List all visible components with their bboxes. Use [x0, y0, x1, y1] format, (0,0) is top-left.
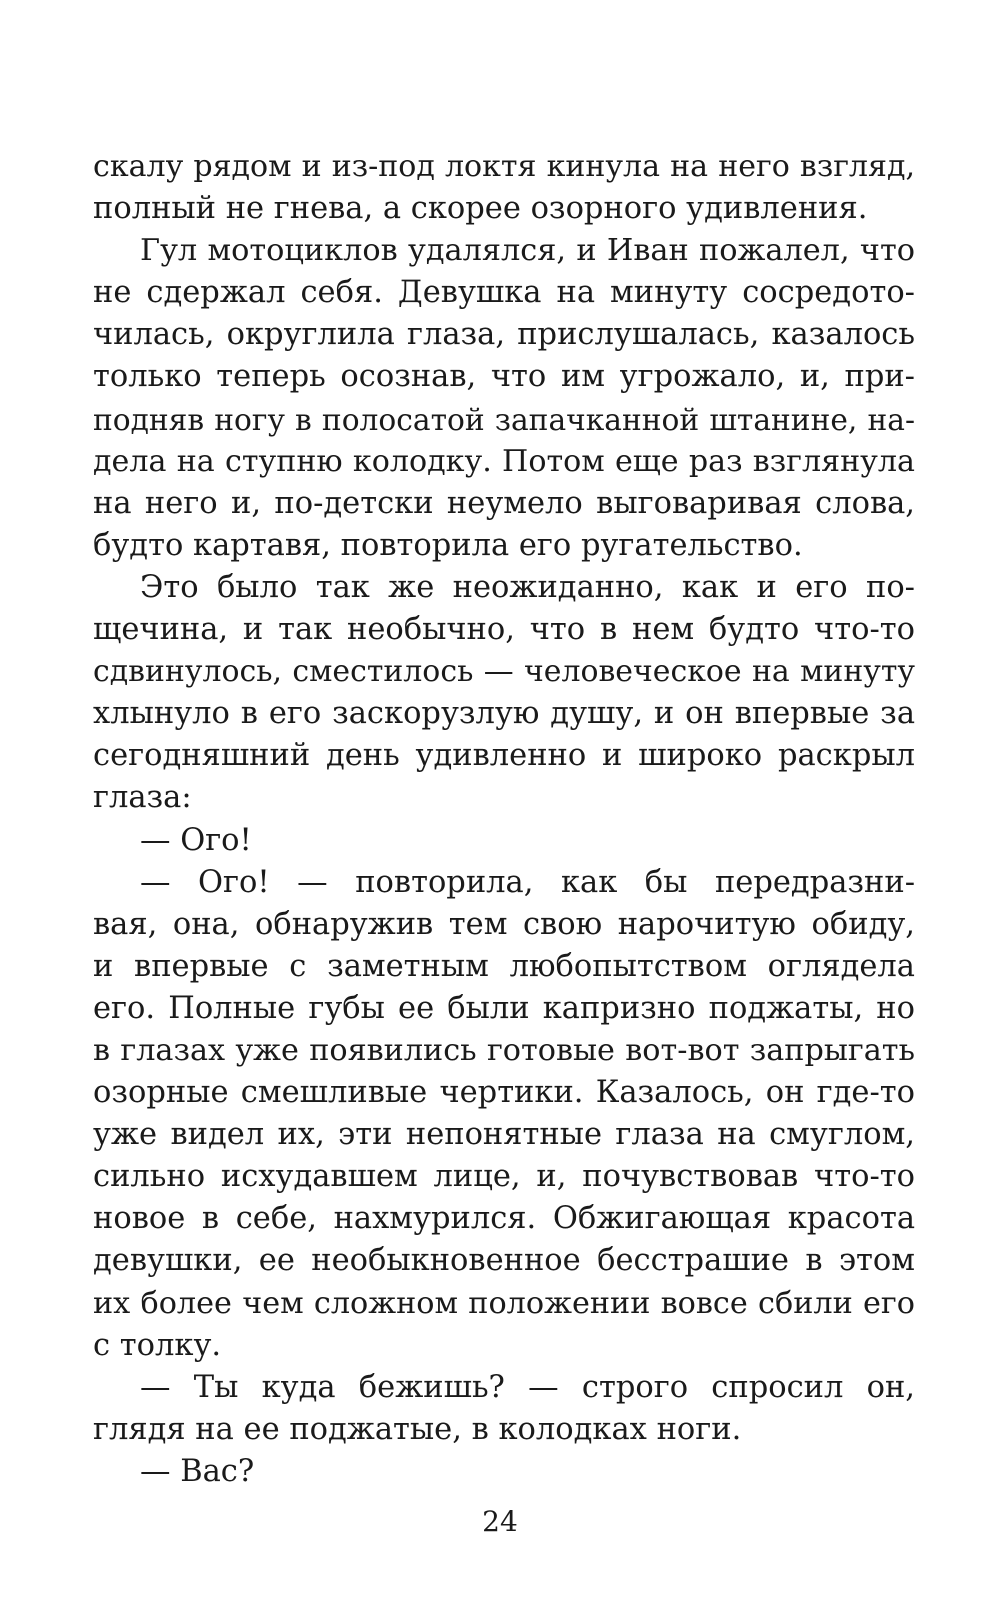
- text-line: глядя на ее поджатые, в колодках ноги.: [93, 1411, 742, 1447]
- text-line: — Вас?: [140, 1453, 255, 1489]
- text-line: озорные смешливые чертики. Казалось, он где-то: [93, 1075, 915, 1111]
- body-text: [93, 146, 915, 1493]
- text-line: сдвинулось, сместилось — человеческое на минуту: [93, 654, 915, 690]
- text-line: подняв ногу в полосатой запачканной штанине, на-: [93, 401, 915, 437]
- text-line: Гул мотоциклов удалялся, и Иван пожалел, что: [140, 233, 915, 269]
- text-line: только теперь осознав, что им угрожало, и, при-: [93, 359, 915, 395]
- text-line: сегодняшний день удивленно и широко раскрыл: [93, 738, 915, 774]
- text-line: — Ого! — повторила, как бы передразни-: [140, 864, 915, 900]
- text-line: сильно исхудавшем лице, и, почувствовав что-то: [93, 1159, 915, 1195]
- text-line: уже видел их, эти непонятные глаза на смуглом,: [93, 1117, 915, 1153]
- text-line: девушки, ее необыкновенное бесстрашие в этом: [93, 1243, 915, 1279]
- text-line: скалу рядом и из-под локтя кинула на него взгляд,: [93, 149, 915, 184]
- text-line: — Ты куда бежишь? — строго спросил он,: [140, 1369, 915, 1405]
- text-line: на него и, по-детски неумело выговаривая слова,: [93, 485, 915, 521]
- text-line: с толку.: [93, 1327, 222, 1363]
- text-line: будто картавя, повторила его ругательство.: [93, 527, 803, 563]
- text-line: щечина, и так необычно, что в нем будто что-то: [93, 612, 915, 648]
- text-line: в глазах уже появились готовые вот-вот запрыгать: [93, 1032, 915, 1068]
- text-line: новое в себе, нахмурился. Обжигающая красота: [93, 1201, 915, 1237]
- text-line: глаза:: [93, 780, 192, 816]
- text-line: дела на ступню колодку. Потом еще раз взглянула: [93, 443, 915, 479]
- text-line: вая, она, обнаружив тем свою нарочитую обиду,: [93, 906, 915, 942]
- text-line: чилась, округлила глаза, прислушалась, казалось: [93, 317, 915, 353]
- page-number: 24: [482, 1505, 518, 1538]
- text-line: полный не гнева, а скорее озорного удивления.: [93, 191, 868, 227]
- text-line: и впервые с заметным любопытством оглядела: [93, 948, 915, 984]
- text-line: — Ого!: [140, 822, 252, 858]
- text-line: хлынуло в его заскорузлую душу, и он впервые за: [93, 696, 915, 732]
- text-line: их более чем сложном положении вовсе сбили его: [93, 1285, 915, 1321]
- text-line: не сдержал себя. Девушка на минуту сосредото-: [93, 275, 915, 311]
- text-line: его. Полные губы ее были капризно поджаты, но: [93, 990, 915, 1026]
- text-line: Это было так же неожиданно, как и его по-: [140, 569, 915, 605]
